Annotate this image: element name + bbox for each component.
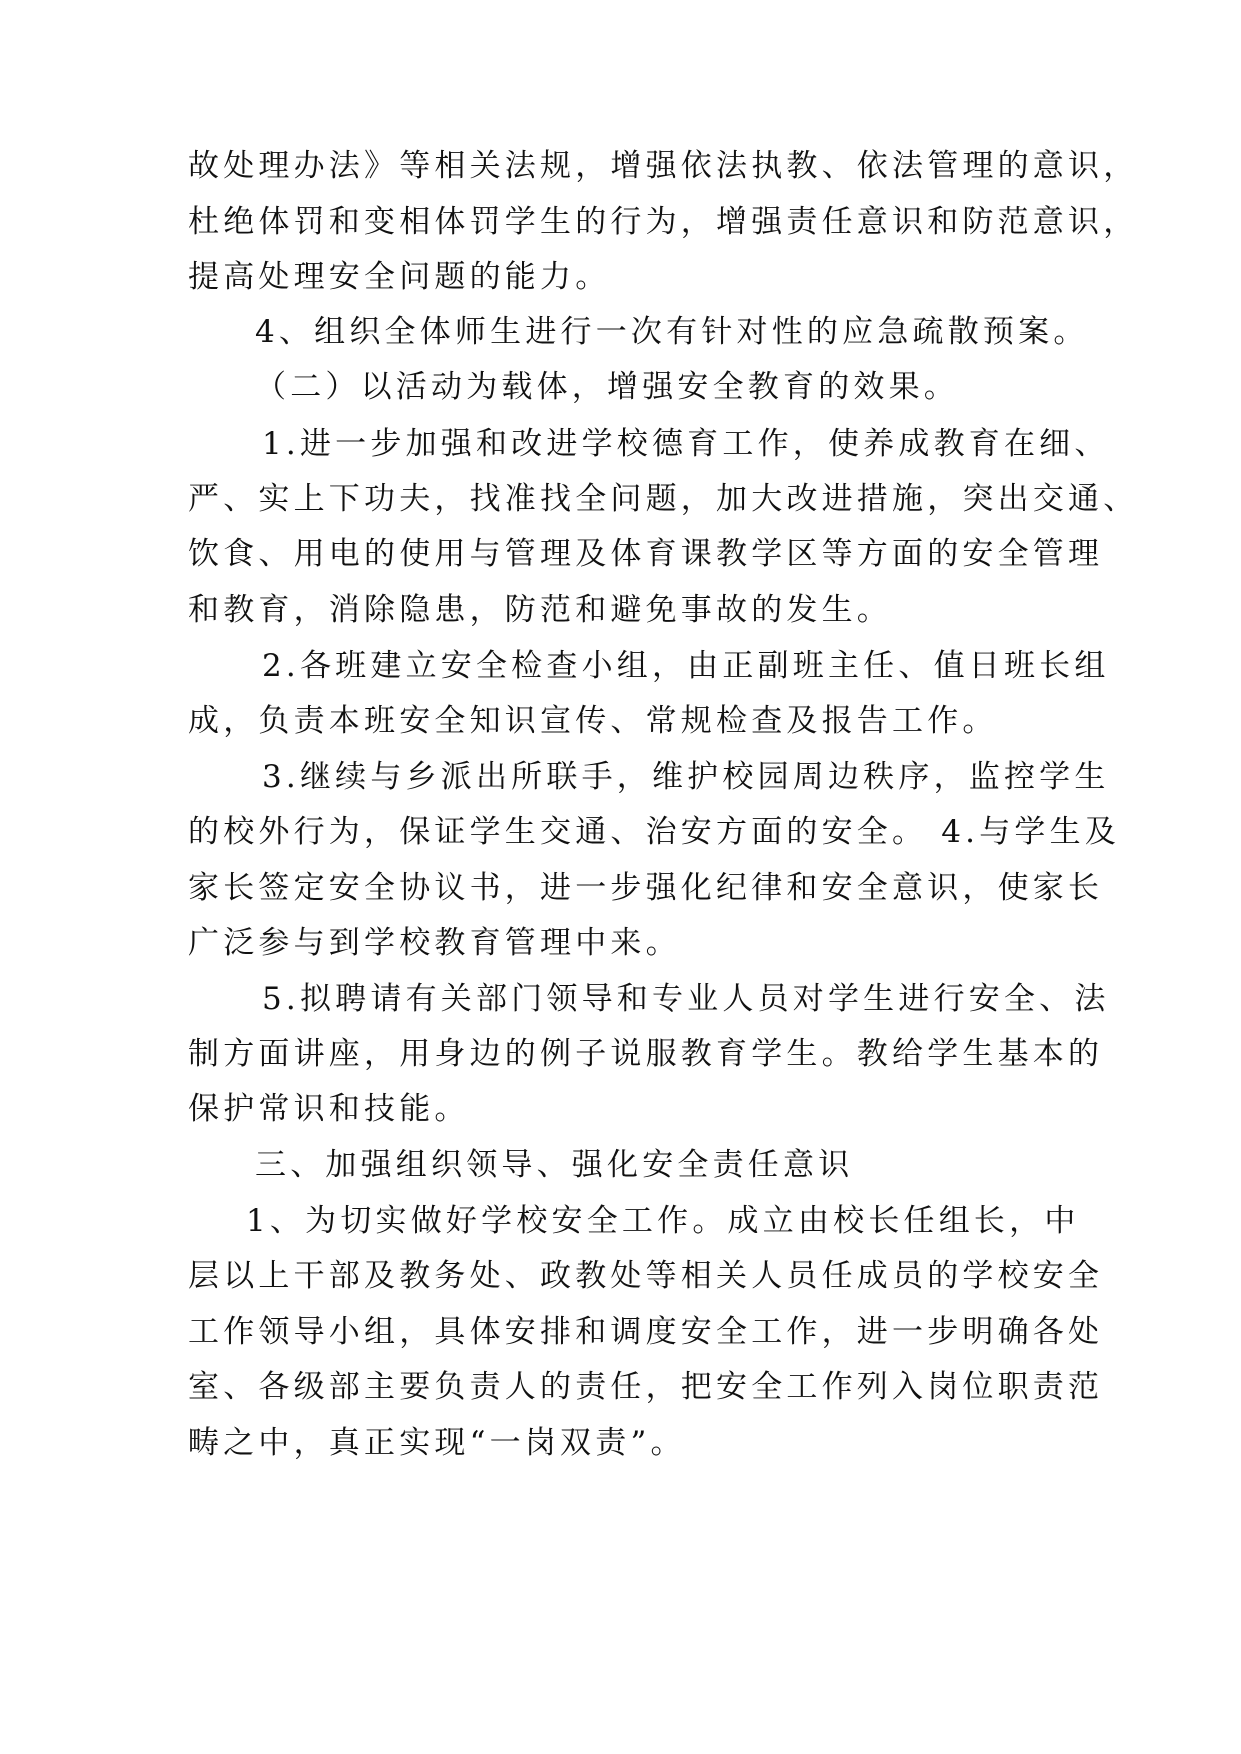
text-line: 广泛参与到学校教育管理中来。 — [188, 925, 681, 961]
text-line: 3.继续与乡派出所联手，维护校园周边秩序，监控学生 — [262, 759, 1110, 795]
text-line: 保护常识和技能。 — [188, 1091, 470, 1127]
text-line: 1.进一步加强和改进学校德育工作，使养成教育在细、 — [262, 426, 1110, 462]
text-line: 4、组织全体师生进行一次有针对性的应急疏散预案。 — [255, 314, 1089, 350]
text-line: 室、各级部主要负责人的责任，把安全工作列入岗位职责范 — [188, 1369, 1104, 1405]
text-line: 成，负责本班安全知识宣传、常规检查及报告工作。 — [188, 703, 998, 739]
text-line: 饮食、用电的使用与管理及体育课教学区等方面的安全管理 — [188, 536, 1104, 572]
text-line: 家长签定安全协议书，进一步强化纪律和安全意识，使家长 — [188, 870, 1104, 906]
text-line: 严、实上下功夫，找准找全问题，加大改进措施，突出交通、 — [188, 481, 1139, 517]
section-heading: 三、加强组织领导、强化安全责任意识 — [255, 1147, 854, 1183]
section-heading: （二）以活动为载体，增强安全教育的效果。 — [255, 369, 959, 405]
text-line: 5.拟聘请有关部门领导和专业人员对学生进行安全、法 — [262, 981, 1110, 1017]
text-line: 提高处理安全问题的能力。 — [188, 259, 611, 295]
text-line: 层以上干部及教务处、政教处等相关人员任成员的学校安全 — [188, 1258, 1104, 1294]
text-line: 制方面讲座，用身边的例子说服教育学生。教给学生基本的 — [188, 1036, 1104, 1072]
text-line: 和教育，消除隐患，防范和避免事故的发生。 — [188, 592, 892, 628]
text-line: 2.各班建立安全检查小组，由正副班主任、值日班长组 — [262, 648, 1110, 684]
text-line: 1、为切实做好学校安全工作。成立由校长任组长，中 — [246, 1203, 1080, 1239]
text-line: 工作领导小组，具体安排和调度安全工作，进一步明确各处 — [188, 1314, 1104, 1350]
text-line: 杜绝体罚和变相体罚学生的行为，增强责任意识和防范意识， — [188, 204, 1139, 240]
text-line: 的校外行为，保证学生交通、治安方面的安全。 4.与学生及 — [188, 814, 1121, 850]
text-line: 畴之中，真正实现“一岗双责”。 — [188, 1425, 686, 1461]
text-line: 故处理办法》等相关法规，增强依法执教、依法管理的意识， — [188, 148, 1139, 184]
